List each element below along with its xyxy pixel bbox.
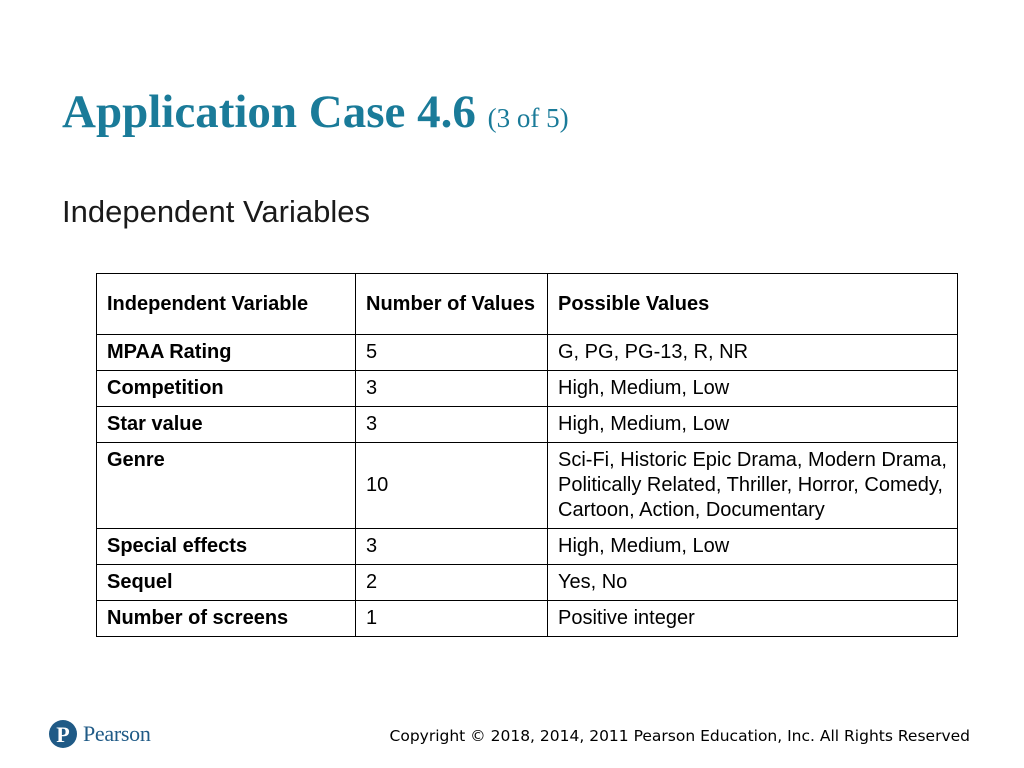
count-cell: 10: [356, 443, 548, 529]
values-cell: G, PG, PG-13, R, NR: [548, 335, 958, 371]
slide-subtitle: Independent Variables: [62, 194, 370, 229]
table-row: [97, 371, 958, 407]
pearson-p-glyph: P: [56, 722, 70, 747]
values-cell: Positive integer: [548, 601, 958, 637]
pearson-logo: [49, 720, 151, 748]
variable-cell: Competition: [97, 371, 356, 407]
count-cell: 5: [356, 335, 548, 371]
table-row: [97, 565, 958, 601]
count-cell: 2: [356, 565, 548, 601]
variable-cell: Genre: [97, 443, 356, 529]
column-header-count: Number of Values: [356, 274, 548, 335]
count-cell: 3: [356, 371, 548, 407]
table-row: [97, 443, 958, 529]
column-header-values: Possible Values: [548, 274, 958, 335]
values-cell: Sci-Fi, Historic Epic Drama, Modern Drama, Politically Related, Thriller, Horror, Comedy, Cartoon, Action, Documentary: [548, 443, 958, 529]
column-header-variable: Independent Variable: [97, 274, 356, 335]
slide-title-main: Application Case 4.6: [62, 86, 476, 138]
variable-cell: Special effects: [97, 529, 356, 565]
table-header-row: [97, 274, 958, 335]
table-row: [97, 335, 958, 371]
count-cell: 1: [356, 601, 548, 637]
count-cell: 3: [356, 529, 548, 565]
pearson-wordmark: Pearson: [83, 721, 151, 746]
variable-cell: MPAA Rating: [97, 335, 356, 371]
table-row: [97, 601, 958, 637]
table-row: [97, 407, 958, 443]
values-cell: High, Medium, Low: [548, 407, 958, 443]
count-cell: 3: [356, 407, 548, 443]
independent-variables-table: [96, 273, 958, 637]
values-cell: High, Medium, Low: [548, 371, 958, 407]
values-cell: High, Medium, Low: [548, 529, 958, 565]
slide-title: [62, 82, 569, 148]
pearson-p-icon: [49, 720, 77, 748]
variable-cell: Sequel: [97, 565, 356, 601]
variable-cell: Star value: [97, 407, 356, 443]
values-cell: Yes, No: [548, 565, 958, 601]
table-row: [97, 529, 958, 565]
variable-cell: Number of screens: [97, 601, 356, 637]
slide-title-suffix: (3 of 5): [487, 103, 569, 133]
copyright-notice: Copyright © 2018, 2014, 2011 Pearson Education, Inc. All Rights Reserved: [389, 727, 970, 745]
